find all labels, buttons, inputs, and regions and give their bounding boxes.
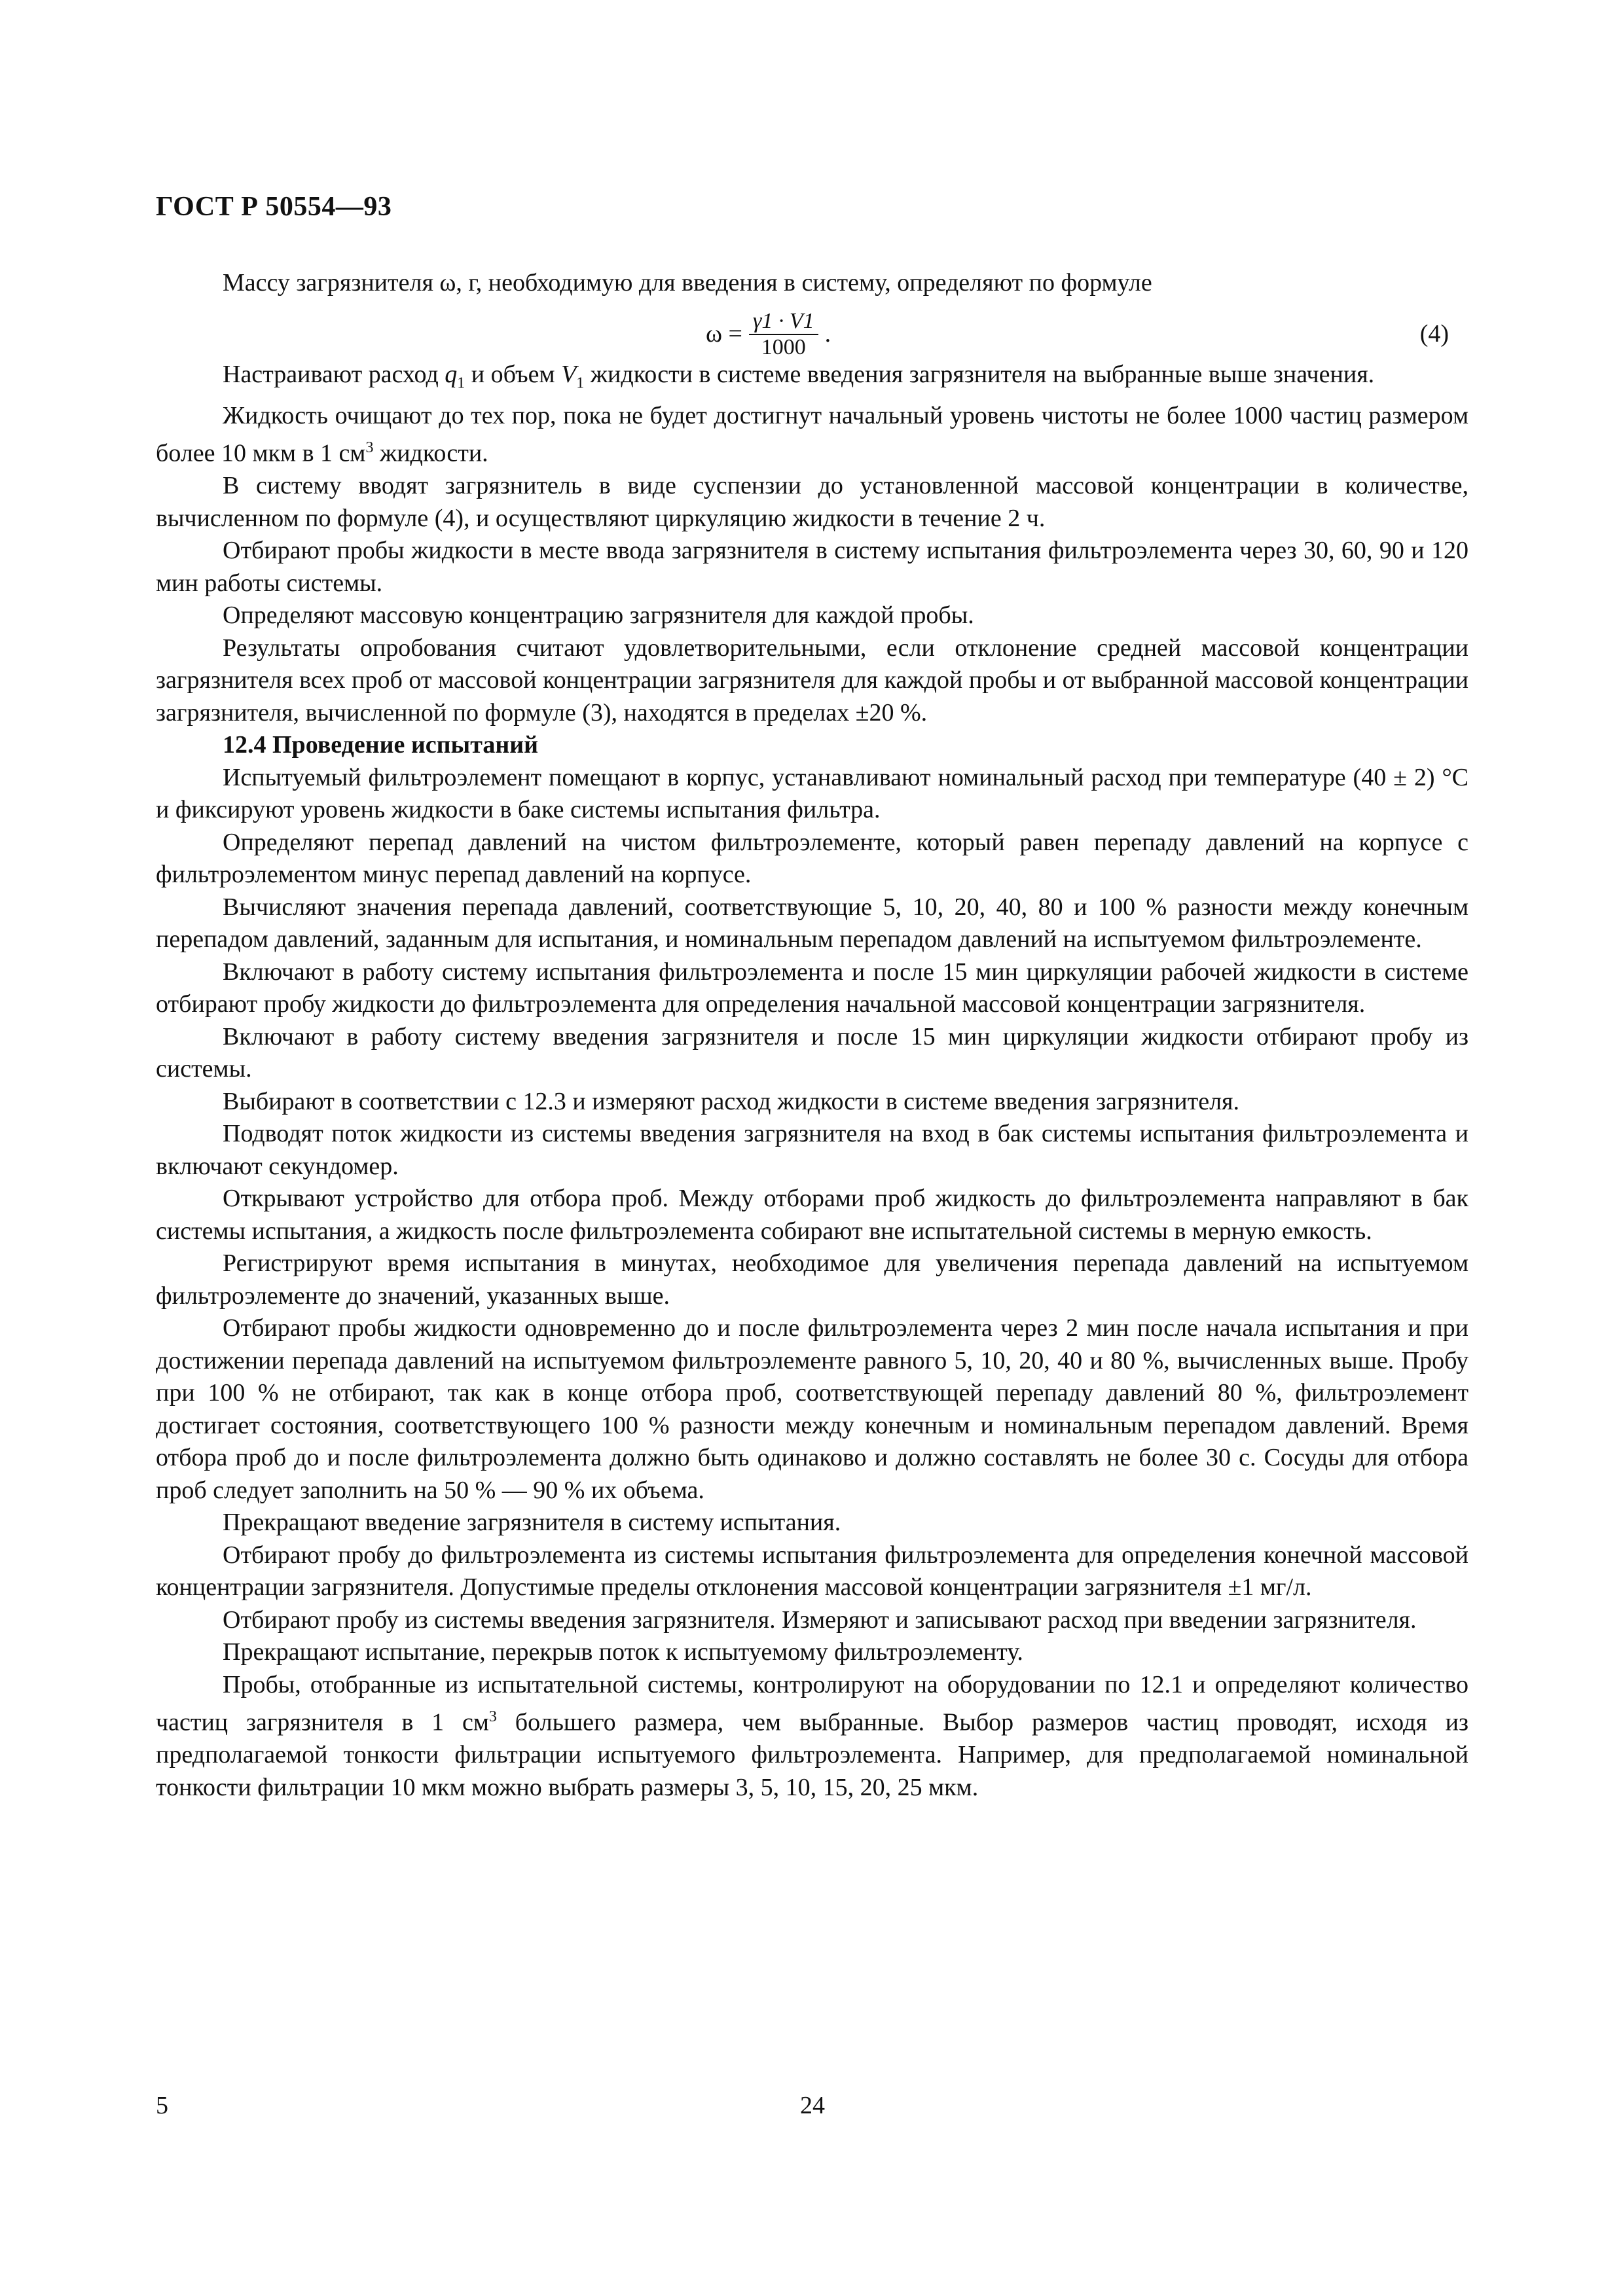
paragraph: Включают в работу систему испытания фильтроэлемента и после 15 мин циркуляции рабочей жидкости в системе отбирают пробу жидкости до фильтроэлемента для определения начальной массовой концентрации загрязнителя. (156, 958, 1468, 1018)
superscript: 3 (365, 439, 374, 457)
text-run: Настраивают расход (223, 360, 445, 388)
paragraph: Прекращают испытание, перекрыв поток к испытуемому фильтроэлементу. (223, 1638, 1023, 1666)
paragraph: Отбирают пробы жидкости в месте ввода загрязнителя в систему испытания фильтроэлемента через 30, 60, 90 и 120 мин работы системы. (156, 537, 1468, 597)
document-code: ГОСТ Р 50554—93 (156, 192, 392, 222)
paragraph: Выбирают в соответствии с 12.3 и измеряют расход жидкости в системе введения загрязнителя. (223, 1087, 1240, 1115)
formula-denominator: 1000 (761, 334, 806, 359)
variable-q: q (445, 360, 458, 388)
paragraph (156, 1669, 1468, 1804)
paragraph: Определяют массовую концентрацию загрязнителя для каждой пробы. (223, 601, 974, 630)
paragraph: Определяют перепад давлений на чистом фильтроэлементе, который равен перепаду давлений на корпусе с фильтроэлементом минус перепад давлений на корпусе. (156, 828, 1468, 889)
paragraph: Массу загрязнителя ω, г, необходимую для введения в систему, определяют по формуле (223, 269, 1152, 296)
paragraph: Вычисляют значения перепада давлений, соответствующие 5, 10, 20, 40, 80 и 100 % разности между конечным перепадом давлений, заданным для испытания, и номинальным перепадом давлений на испытуемом фильтроэлементе. (156, 893, 1468, 954)
paragraph: В систему вводят загрязнитель в виде суспензии до установленной массовой концентрации в количестве, вычисленном по формуле (4), и осуществляют циркуляцию жидкости в течение 2 ч. (156, 472, 1468, 532)
paragraph: Отбирают пробу до фильтроэлемента из системы испытания фильтроэлемента для определения конечной массовой концентрации загрязнителя. Допустимые пределы отклонения массовой концентрации загрязнителя ±1 мг/л. (156, 1541, 1468, 1602)
paragraph: Отбирают пробы жидкости одновременно до и после фильтроэлемента через 2 мин после начала испытания и при достижении перепада давлений на испытуемом фильтроэлементе равного 5, 10, 20, 40 и 80 %, вычисленных выше. Пробу при 100 % не отбирают, так как в конце отбора проб, соответствующей перепаду давлений 80 %, фильтроэлемент достигает состояния, соответствующего 100 % разности между конечным и номинальным перепадом давлений. Время отбора проб до и после фильтроэлемента должно быть одинаково и должно составлять не более 30 с. Сосуды для отбора проб следует заполнить на 50 % — 90 % их объема. (156, 1314, 1468, 1504)
formula-numerator: γ1 · V1 (749, 309, 818, 335)
formula-4 (156, 300, 1468, 359)
page-number: 24 (800, 2092, 825, 2119)
subscript: 1 (457, 374, 465, 392)
variable-v: V (561, 360, 577, 388)
formula-number: (4) (1419, 319, 1449, 348)
formula-expression (706, 309, 831, 360)
paragraph: Включают в работу систему введения загрязнителя и после 15 мин циркуляции жидкости отбирают пробу из системы. (156, 1022, 1468, 1083)
paragraph: Испытуемый фильтроэлемент помещают в корпус, устанавливают номинальный расход при температуре (40 ± 2) °С и фиксируют уровень жидкости в баке системы испытания фильтра. (156, 763, 1468, 824)
text-run: Жидкость очищают до тех пор, пока не будет достигнут начальный уровень чистоты не более 1000 частиц размером более 10 мкм в 1 см (156, 401, 1468, 467)
section-heading: 12.4 Проведение испытаний (223, 731, 539, 759)
subscript: 1 (576, 374, 585, 392)
formula-fraction (749, 309, 818, 360)
text-run: жидкости в системе введения загрязнителя на выбранные выше значения. (584, 360, 1375, 388)
paragraph: Подводят поток жидкости из системы введения загрязнителя на вход в бак системы испытания фильтроэлемента и включают секундомер. (156, 1120, 1468, 1180)
superscript: 3 (488, 1708, 497, 1726)
text-run: Пробы, отобранные из испытательной системы, контролируют на оборудовании по 12.1 и определяют количество частиц загрязнителя в 1 см (156, 1670, 1468, 1736)
text-run: жидкости. (373, 439, 488, 467)
paragraph (156, 359, 1468, 400)
text-run: большего размера, чем выбранные. Выбор размеров частиц проводят, исходя из предполагаемой тонкости фильтрации испытуемого фильтроэлемента. Например, для предполагаемой номинальной тонкости фильтрации 10 мкм можно выбрать размеры 3, 5, 10, 15, 20, 25 мкм. (156, 1708, 1469, 1801)
paragraph: Отбирают пробу из системы введения загрязнителя. Измеряют и записывают расход при введении загрязнителя. (223, 1605, 1417, 1634)
paragraph: Открывают устройство для отбора проб. Между отборами проб жидкость до фильтроэлемента направляют в бак системы испытания, а жидкость после фильтроэлемента собирают вне испытательной системы в мерную емкость. (156, 1185, 1468, 1245)
formula-tail: . (824, 319, 831, 348)
footer-left-number: 5 (156, 2092, 168, 2119)
document-body (156, 267, 1468, 1804)
paragraph (156, 400, 1468, 471)
formula-lhs: ω = (706, 319, 742, 348)
text-run: и объем (465, 360, 562, 388)
paragraph: Регистрируют время испытания в минутах, необходимое для увеличения перепада давлений на испытуемом фильтроэлементе до значений, указанных выше. (156, 1249, 1468, 1310)
paragraph: Прекращают введение загрязнителя в систему испытания. (223, 1509, 841, 1537)
paragraph: Результаты опробования считают удовлетворительными, если отклонение средней массовой концентрации загрязнителя всех проб от массовой концентрации загрязнителя для каждой пробы и от выбранной массовой концентрации загрязнителя, вычисленной по формуле (3), находятся в пределах ±20 %. (156, 634, 1468, 726)
